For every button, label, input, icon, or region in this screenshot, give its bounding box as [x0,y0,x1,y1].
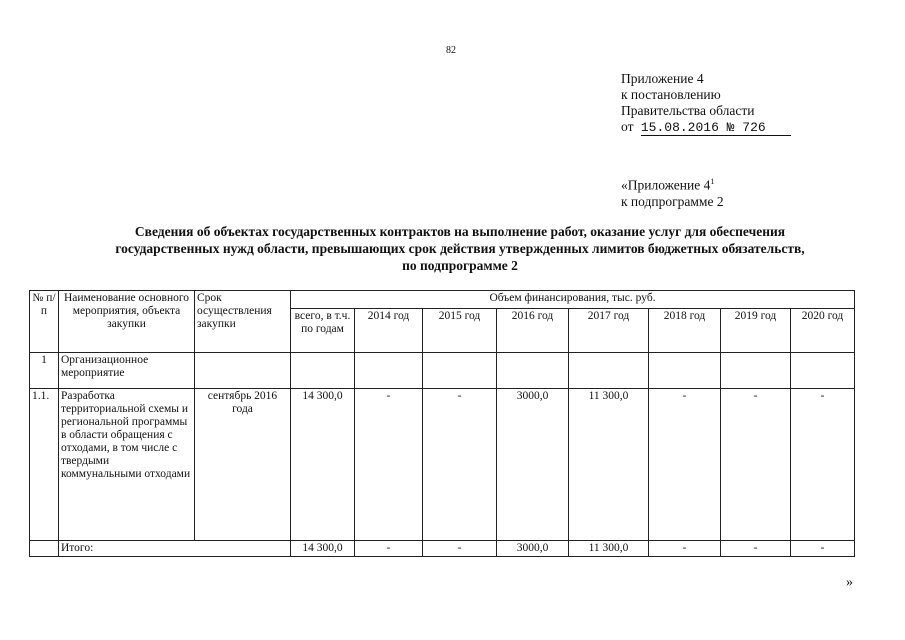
header-num: № п/п [30,291,59,353]
total-value-2017: 11 300,0 [569,541,649,557]
row-total [291,353,355,389]
page-number: 82 [446,45,456,56]
document-title [40,223,880,274]
total-value-2016: 3000,0 [497,541,569,557]
table-total-row [30,541,855,557]
header-year-2015: 2015 год [423,309,497,353]
row-value-2019: - [721,389,791,541]
row-total: 14 300,0 [291,389,355,541]
row-term [195,353,291,389]
header-year-2016: 2016 год [497,309,569,353]
row-name: Организационное мероприятие [59,353,195,389]
row-value-2016: 3000,0 [497,389,569,541]
total-value-2018: - [649,541,721,557]
sub-appendix-superscript: 1 [710,177,715,186]
header-year-2014: 2014 год [355,309,423,353]
total-value-2014: - [355,541,423,557]
total-num [30,541,59,557]
table-row [30,353,855,389]
row-value [569,353,649,389]
title-line: по подпрограмме 2 [402,258,518,273]
row-value [355,353,423,389]
funding-table [29,290,855,557]
title-line: Сведения об объектах государственных контрактов на выполнение работ, оказание услуг для обеспечения [134,224,786,239]
row-value [721,353,791,389]
row-value [423,353,497,389]
row-value [791,353,855,389]
row-value [497,353,569,389]
decree-date-number: 15.08.2016 № 726 [641,121,791,136]
header-year-2020: 2020 год [791,309,855,353]
appendix-line: Правительства области [621,103,755,118]
total-sum: 14 300,0 [291,541,355,557]
total-label: Итого: [59,541,291,557]
row-value [649,353,721,389]
row-value-2014: - [355,389,423,541]
header-term: Срок осуществления закупки [195,291,291,353]
header-year-2019: 2019 год [721,309,791,353]
sub-appendix-block [621,174,724,210]
appendix-line: Приложение 4 [621,71,704,86]
row-value-2020: - [791,389,855,541]
header-funding: Объем финансирования, тыс. руб. [291,291,855,309]
row-term: сентябрь 2016 года [195,389,291,541]
total-value-2019: - [721,541,791,557]
table-row [30,389,855,541]
total-value-2015: - [423,541,497,557]
row-value-2018: - [649,389,721,541]
sub-appendix-line: к подпрограмме 2 [621,193,724,209]
decree-date-row [621,119,791,136]
row-num: 1 [30,353,59,389]
header-total: всего, в т.ч. по годам [291,309,355,353]
title-line: государственных нужд области, превышающих срок действия утвержденных лимитов бюджетных обязательств, [115,241,805,256]
sub-appendix-line: «Приложение 4 [621,177,711,193]
appendix-line: к постановлению [621,87,721,102]
header-year-2018: 2018 год [649,309,721,353]
row-value-2017: 11 300,0 [569,389,649,541]
row-num: 1.1. [30,389,59,541]
closing-quote: » [846,575,853,590]
row-name: Разработка территориальной схемы и региональной программы в области обращения с отходами, в том числе с твердыми коммунальными отходами [59,389,195,541]
header-name: Наименование основного мероприятия, объекта закупки [59,291,195,353]
row-value-2015: - [423,389,497,541]
total-value-2020: - [791,541,855,557]
appendix-block [621,71,791,136]
from-label: от [621,119,634,134]
header-year-2017: 2017 год [569,309,649,353]
